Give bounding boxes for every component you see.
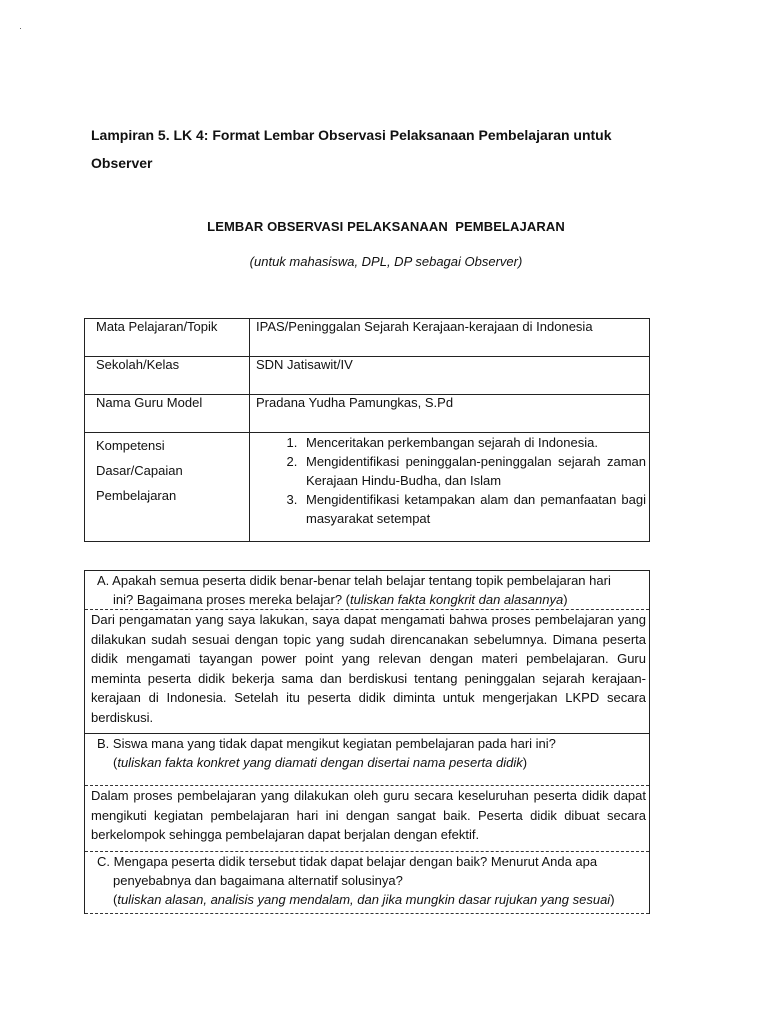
question-b-hint: tuliskan fakta konkret yang diamati dengan disertai nama peserta didik <box>117 755 523 770</box>
appendix-heading-line1: Lampiran 5. LK 4: Format Lembar Observasi Pelaksanaan Pembelajaran untuk <box>91 127 612 143</box>
question-a-line1: A. Apakah semua peserta didik benar-benar telah belajar tentang topik pembelajaran hari <box>97 573 611 588</box>
question-b: B. Siswa mana yang tidak dapat mengikut kegiatan pembelajaran pada hari ini? (tuliskan fakta konkret yang diamati dengan disertai nama peserta didik) <box>85 733 649 785</box>
school-value: SDN Jatisawit/IV <box>250 357 650 395</box>
question-c: C. Mengapa peserta didik tersebut tidak dapat belajar dengan baik? Menurut Anda apa penyebabnya dan bagaimana alternatif solusinya? (tuliskan alasan, analisis yang mendalam, dan jika mungkin dasar rujukan yang sesuai) <box>85 851 649 913</box>
competence-list <box>256 433 646 528</box>
question-c-line2: penyebabnya dan bagaimana alternatif solusinya? <box>113 872 403 888</box>
subject-label: Mata Pelajaran/Topik <box>85 319 250 357</box>
question-c-line1: C. Mengapa peserta didik tersebut tidak dapat belajar dengan baik? Menurut Anda apa <box>97 853 598 869</box>
competence-label <box>85 433 250 542</box>
school-label: Sekolah/Kelas <box>85 357 250 395</box>
competence-item: 3. Mengidentifikasi ketampakan alam dan pemanfaatan bagi masyarakat setempat <box>301 490 646 528</box>
competence-label-line: Dasar/Capaian <box>96 463 183 478</box>
competence-label-line: Pembelajaran <box>96 488 177 503</box>
document-title: LEMBAR OBSERVASI PELAKSANAAN PEMBELAJARAN <box>207 219 565 234</box>
table-row <box>85 395 650 433</box>
subject-value: IPAS/Peninggalan Sejarah Kerajaan-kerajaan di Indonesia <box>250 319 650 357</box>
competence-value <box>250 433 650 542</box>
appendix-heading <box>91 121 661 177</box>
appendix-heading-line2: Observer <box>91 155 153 171</box>
teacher-value: Pradana Yudha Pamungkas, S.Pd <box>250 395 650 433</box>
question-a: A. Apakah semua peserta didik benar-benar telah belajar tentang topik pembelajaran hari ini? Bagaimana proses mereka belajar? (tuliskan fakta kongkrit dan alasannya) <box>97 573 611 607</box>
competence-item: 1. Menceritakan perkembangan sejarah di Indonesia. <box>301 433 646 452</box>
question-a-hint: tuliskan fakta kongkrit dan alasannya <box>350 592 564 607</box>
table-row <box>85 357 650 395</box>
teacher-label: Nama Guru Model <box>85 395 250 433</box>
observation-box-bottom <box>85 913 649 914</box>
table-row <box>85 319 650 357</box>
page-speck <box>20 28 21 29</box>
competence-label-line: Kompetensi <box>96 438 165 453</box>
competence-item: 2. Mengidentifikasi peninggalan-peninggalan sejarah zaman Kerajaan Hindu-Budha, dan Islam <box>301 452 646 490</box>
identity-table <box>84 318 650 542</box>
observation-box <box>84 570 650 914</box>
question-b-line: B. Siswa mana yang tidak dapat mengikut kegiatan pembelajaran pada hari ini? <box>97 736 556 751</box>
document-subtitle: (untuk mahasiswa, DPL, DP sebagai Observer) <box>249 254 523 269</box>
answer-b: Dalam proses pembelajaran yang dilakukan oleh guru secara keseluruhan peserta didik dapat mengikuti kegiatan pembelajaran hari ini dengan sangat baik. Peserta didik dibuat secara berkelompok sehingga pembelajaran dapat berjalan dengan efektif. <box>85 785 649 851</box>
answer-a: Dari pengamatan yang saya lakukan, saya dapat mengamati bahwa proses pembelajaran yang dilakukan sudah sesuai dengan topic yang sudah direncanakan sebelumnya. Dimana peserta didik mengamati tayangan power point yang relevan dengan materi pembelajaran. Guru meminta peserta didik bekerja sama dan berdiskusi tentang peninggalan sejarah kerajaan-kerajaan di Indonesia. Setelah itu peserta didik diminta untuk mengerjakan LKPD secara berdiskusi. <box>85 609 649 733</box>
table-row <box>85 433 650 542</box>
question-c-hint: tuliskan alasan, analisis yang mendalam, dan jika mungkin dasar rujukan yang sesuai <box>117 891 611 907</box>
question-a-line2: ini? Bagaimana proses mereka belajar? ( <box>113 592 351 607</box>
